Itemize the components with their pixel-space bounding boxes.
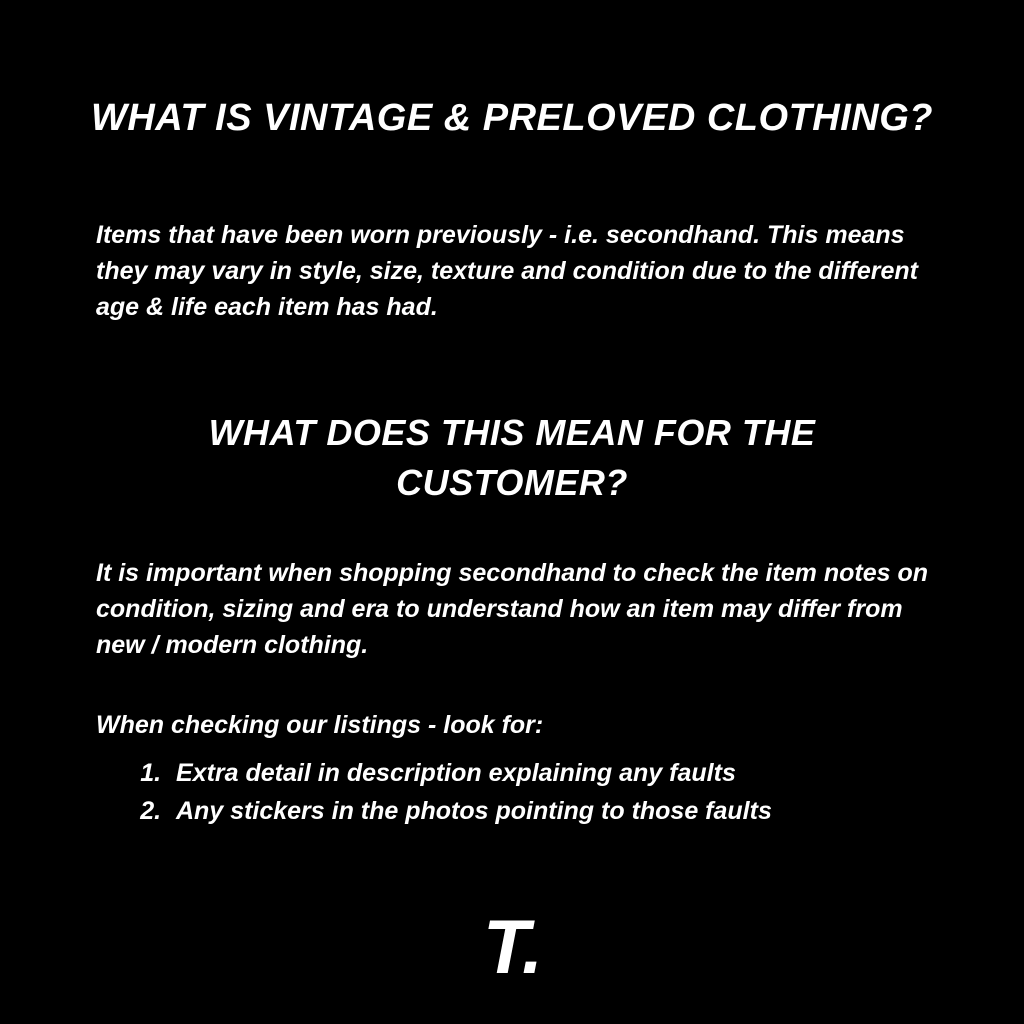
customer-paragraph: It is important when shopping secondhand to check the item notes on condition, sizing and era to understand how an item may differ from new / modern clothing. bbox=[96, 559, 929, 659]
list-item: 2. Any stickers in the photos pointing to those faults bbox=[168, 792, 988, 830]
checklist bbox=[120, 754, 988, 830]
page-title: WHAT IS VINTAGE & PRELOVED CLOTHING? bbox=[90, 97, 934, 140]
brand-logo: T. bbox=[483, 905, 541, 990]
listings-prompt: When checking our listings - look for: bbox=[96, 711, 544, 739]
list-item: 1. Extra detail in description explaining any faults bbox=[168, 754, 988, 792]
section-heading-customer: WHAT DOES THIS MEAN FOR THE CUSTOMER? bbox=[208, 411, 816, 503]
intro-paragraph: Items that have been worn previously - i.e. secondhand. This means they may vary in style, size, texture and condition due to the different age & life each item has had. bbox=[96, 221, 918, 321]
